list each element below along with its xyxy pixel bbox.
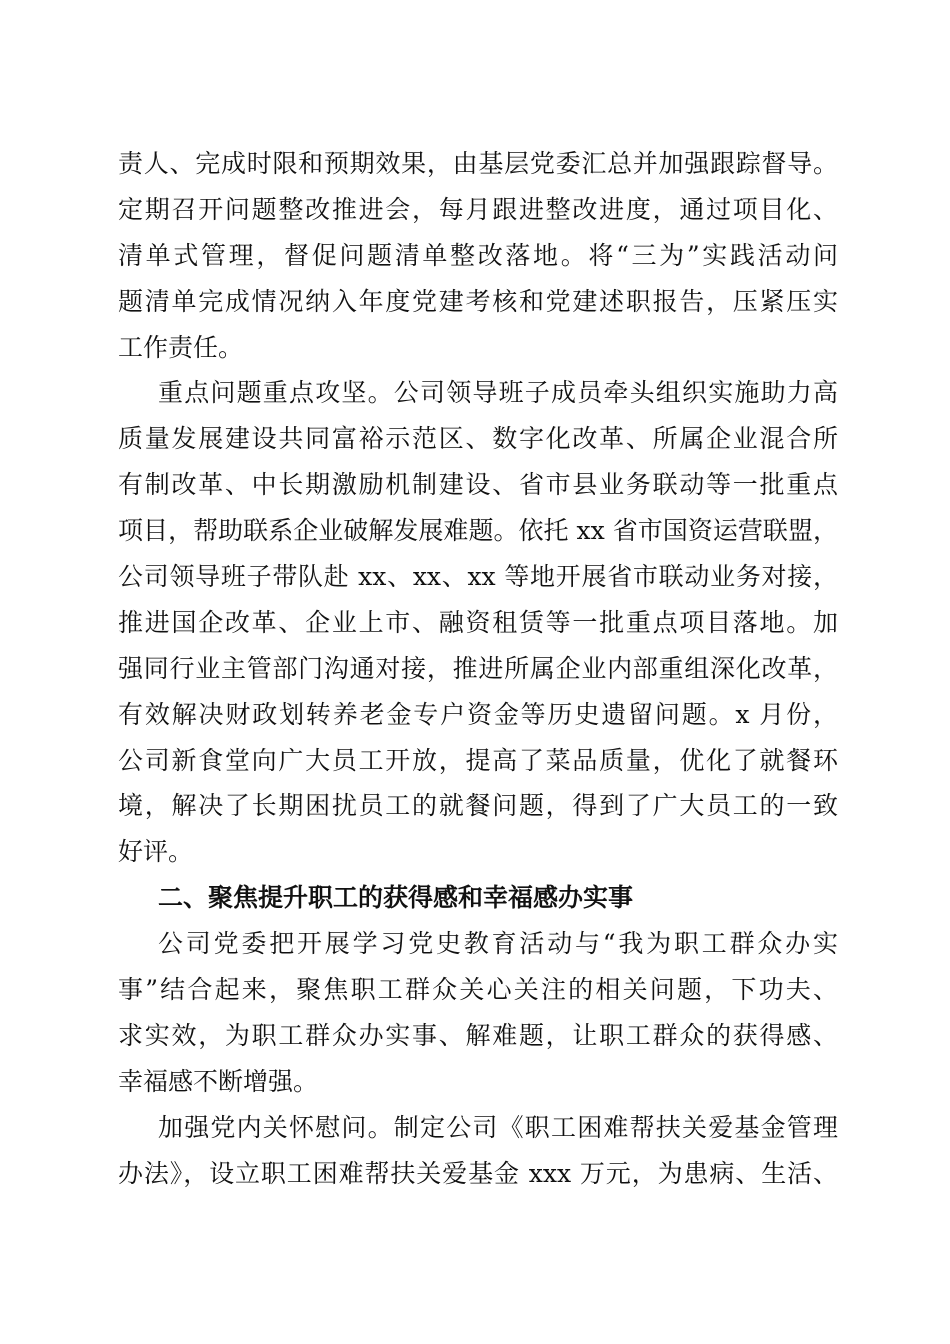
paragraph-line: 工作责任。: [118, 332, 244, 362]
paragraph-line: 有效解决财政划转养老金专户资金等历史遗留问题。x 月份，: [118, 699, 838, 729]
paragraph-line: 加强党内关怀慰问。制定公司《职工困难帮扶关爱基金管理: [158, 1112, 838, 1142]
paragraph-line: 好评。: [118, 837, 194, 867]
paragraph-line: 责人、完成时限和预期效果，由基层党委汇总并加强跟踪督导。: [118, 149, 838, 178]
paragraph-line: 项目，帮助联系企业破解发展难题。依托 xx 省市国资运营联盟，: [118, 516, 838, 546]
paragraph-line: 题清单完成情况纳入年度党建考核和党建述职报告，压紧压实: [118, 286, 838, 316]
paragraph-line: 公司党委把开展学习党史教育活动与“我为职工群众办实: [158, 929, 838, 959]
paragraph-line: 定期召开问题整改推进会，每月跟进整改进度，通过项目化、: [118, 194, 838, 224]
paragraph-line: 求实效，为职工群众办实事、解难题，让职工群众的获得感、: [118, 1020, 838, 1050]
document-body: [118, 146, 838, 1201]
paragraph-line: 幸福感不断增强。: [118, 1066, 319, 1096]
paragraph-line: 强同行业主管部门沟通对接，推进所属企业内部重组深化改革，: [118, 653, 838, 683]
paragraph-line: 有制改革、中长期激励机制建设、省市县业务联动等一批重点: [118, 470, 838, 500]
paragraph-line: 公司新食堂向广大员工开放，提高了菜品质量，优化了就餐环: [118, 745, 838, 775]
paragraph-line: 质量发展建设共同富裕示范区、数字化改革、所属企业混合所: [118, 424, 838, 454]
paragraph-line: 推进国企改革、企业上市、融资租赁等一批重点项目落地。加: [118, 607, 838, 637]
paragraph-line: 办法》，设立职工困难帮扶关爱基金 xxx 万元，为患病、生活、: [118, 1158, 838, 1188]
paragraph-line: 事”结合起来，聚焦职工群众关心关注的相关问题，下功夫、: [118, 975, 838, 1005]
paragraph-line: 境，解决了长期困扰员工的就餐问题，得到了广大员工的一致: [118, 791, 838, 821]
section-heading: 二、聚焦提升职工的获得感和幸福感办实事: [158, 883, 634, 913]
paragraph-line: 清单式管理，督促问题清单整改落地。将“三为”实践活动问: [118, 240, 838, 270]
paragraph-line: 重点问题重点攻坚。公司领导班子成员牵头组织实施助力高: [158, 378, 838, 408]
paragraph-line: 公司领导班子带队赴 xx、xx、xx 等地开展省市联动业务对接，: [118, 562, 838, 592]
